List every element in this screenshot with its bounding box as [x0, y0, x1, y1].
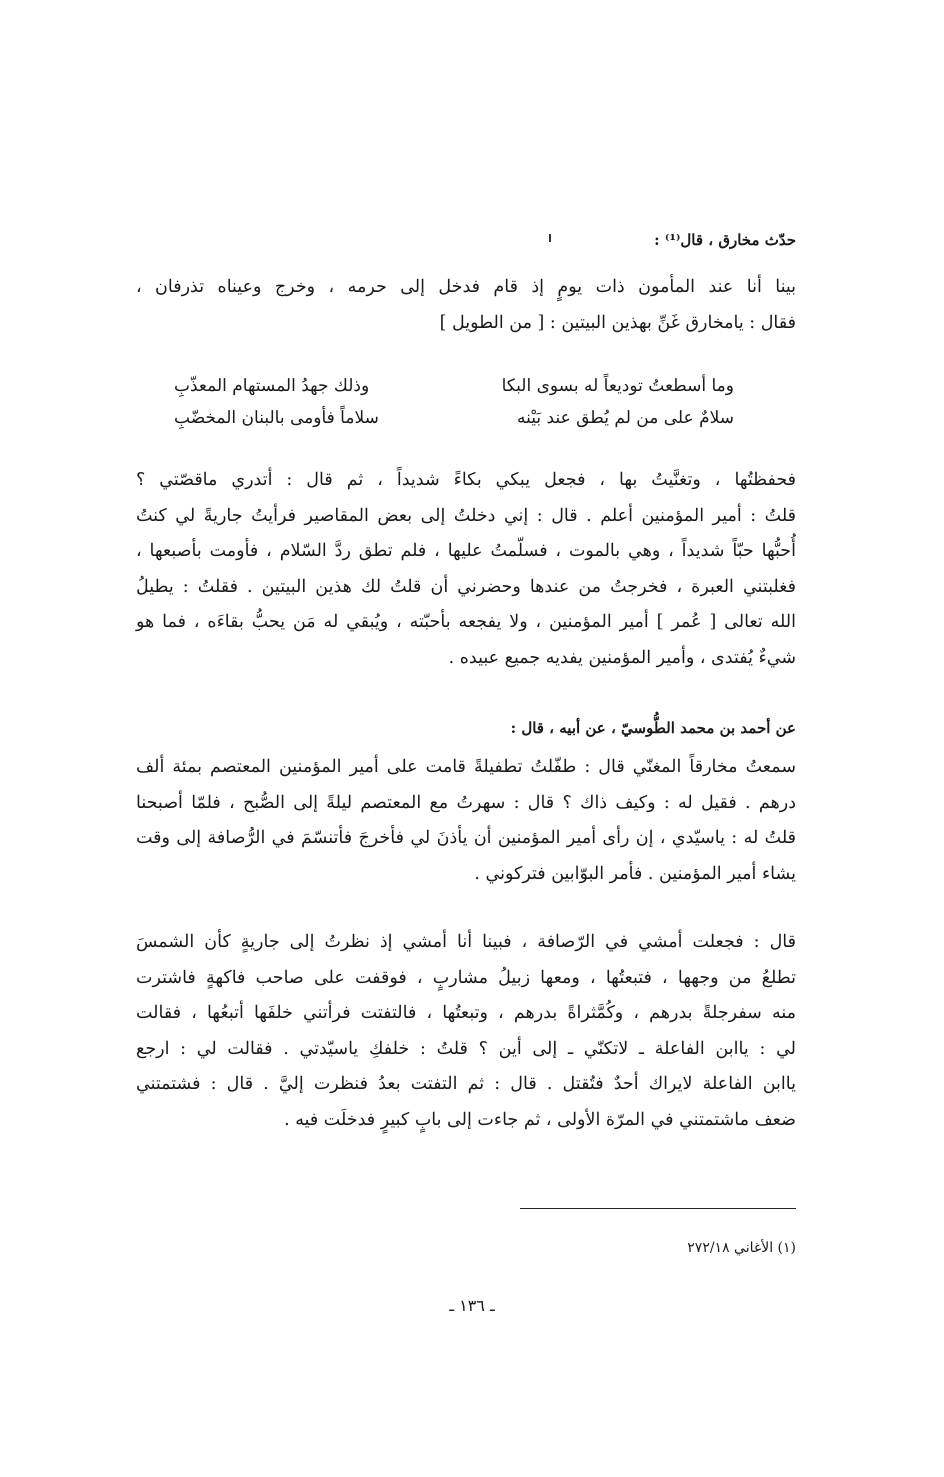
text-line: قال : فجعلت أمشي في الرّصافة ، فبينا أنا أمشي إذ نظرتُ إلى جاريةٍ كأن الشمسَ	[136, 932, 796, 952]
text-line: لي : ياابن الفاعلة ـ لاتكنّي ـ إلى أين ؟ قلتُ : خلفكِ ياسيّدتي . فقالت لي : ارجع	[136, 1038, 796, 1059]
section3-body	[136, 925, 796, 1138]
text-line: ياابن الفاعلة لايراك أحدٌ فتُقتل . قال : ثم التفتت بعدُ فنظرت إليَّ . قال : فشتمتني	[136, 1074, 796, 1094]
section2-body	[136, 750, 796, 892]
verse-first-hemistich: وما أسطعتُ توديعاً له بسوى البكا	[501, 376, 734, 396]
text-line: فحفظتُها ، وتغنَّيتُ بها ، فجعل يبكي بكاءً شديداً ، ثم قال : أتدري ماقصّتي ؟	[136, 470, 796, 490]
footnote: (١) الأغاني ٢٧٢/١٨	[687, 1240, 796, 1256]
text-line: بينا أنا عند المأمون ذات يومٍ إذ قام فدخل إلى حرمه ، وخرج وعيناه تذرفان ،	[136, 277, 796, 297]
page-number: ـ ١٣٦ ـ	[449, 1296, 495, 1315]
text-line: تطلعُ من وجهها ، فتبعتُها ، ومعها زبيلُ مشاربٍ ، فوقفت على صاحب فاكهةٍ فاشترت	[136, 967, 796, 988]
verse-block	[174, 370, 734, 434]
text-line: سمعتُ مخارقاً المغنّي قال : طفّلتُ تطفيلةً قامت على أمير المؤمنين المعتصم بمئة ألف	[136, 757, 796, 777]
text-line: ضعف ماشتمتني في المرّة الأولى ، ثم جاءت إلى بابٍ كبيرٍ فدخلَت فيه .	[284, 1109, 796, 1130]
text-line: شيءٌ يُفتدى ، وأمير المؤمنين يفديه جميع عبيده .	[448, 647, 796, 668]
text-line: فقال : يامخارق غَنِّ بهذين البيتين : [ من الطويل ]	[439, 312, 796, 333]
verse-line	[174, 370, 734, 402]
section1-heading: حدّث مخارق ، قال⁽¹⁾ :	[654, 231, 796, 249]
text-line: منه سفرجلةً بدرهم ، وكُمَّثراةً بدرهم ، وتبعتُها ، فالتفتت فرأتني خلفَها أتبعُها ، فقالت	[136, 1003, 796, 1023]
text-line: قلتُ له : ياسيّدي ، إن رأى أمير المؤمنين أن يأذنَ لي فأخرجَ فأتنسّمَ في الرُّصافة إلى وقت	[136, 828, 796, 848]
text-line: قلتُ : أمير المؤمنين أعلم . قال : إني دخلتُ إلى بعض المقاصير فرأيتُ جاريةً لي كنتُ	[136, 505, 796, 526]
section1-intro	[136, 270, 796, 341]
verse-line	[174, 402, 734, 434]
verse-second-hemistich: سلاماً فأومى بالبنان المخضّبِ	[174, 408, 379, 428]
verse-second-hemistich: وذلك جهدُ المستهام المعذّبِ	[174, 376, 370, 396]
section1-body	[136, 463, 796, 676]
text-line: فغلبتني العبرة ، فخرجتُ من عندها وحضرني أن قلتُ لك هذين البيتين . فقلتُ : يطيلُ	[136, 576, 796, 597]
text-line: درهم . فقيل له : وكيف ذاك ؟ قال : سهرتُ مع المعتصم ليلةً إلى الصُّبح ، فلمّا أصبحنا	[136, 792, 796, 813]
text-line: يشاء أمير المؤمنين . فأمر البوّابين فتركوني .	[474, 863, 796, 884]
text-line: الله تعالى [ عُمر ] أمير المؤمنين ، ولا يفجعه بأحبّته ، ويُبقي له مَن يحبُّ بقاءَه ، فما هو	[136, 612, 796, 632]
section2-heading: عن أحمد بن محمد الطُّوسيّ ، عن أبيه ، قال :	[510, 719, 796, 737]
footnote-divider	[520, 1208, 796, 1209]
text-line: أُحبُّها حبّاً شديداً ، وهي بالموت ، فسلّمتُ عليها ، فلم تطق ردَّ السّلام ، فأومت بأصبعها ،	[136, 541, 796, 561]
verse-first-hemistich: سلامٌ على من لم يُطق عند بَيْنه	[517, 408, 734, 428]
